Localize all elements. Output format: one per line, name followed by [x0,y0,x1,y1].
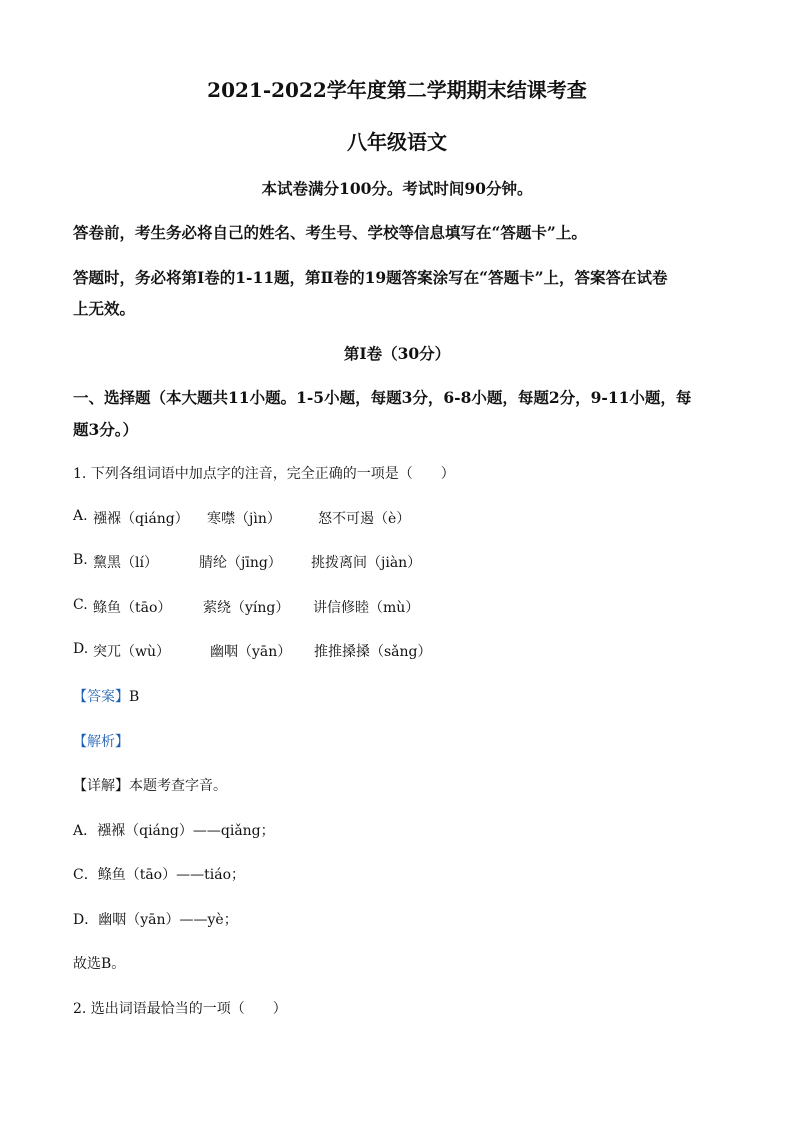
answer-value: B [129,689,140,705]
section-title: 第Ⅰ卷（30分） [343,344,451,363]
fix-line-d: D．幽咽（yān）——yè； [73,912,238,928]
answer-line [73,686,139,706]
question-1-option-a[interactable]: A. 襁褓（qiáng） 寒噤（jìn） 怒不可遏（è） [73,508,411,527]
question-2-stem: 2. 选出词语最恰当的一项（ ） [73,1001,287,1017]
part1-heading-b: 题3分。） [73,420,139,439]
question-1-option-b[interactable]: B. 黧黑（lí） 腈纶（jīng） 挑拨离间（jiàn） [73,552,422,571]
detail-line [73,775,227,795]
analysis-line [73,731,129,751]
conclusion-line: 故选B。 [73,956,126,972]
instruction-line-2a: 答题时，务必将第Ⅰ卷的1-11题，第Ⅱ卷的19题答案涂写在“答题卡”上，答案答在试卷 [73,268,668,287]
instruction-line-1: 答卷前，考生务必将自己的姓名、考生号、学校等信息填写在“答题卡”上。 [73,223,587,242]
detail-tag: 【详解】 [73,778,129,794]
exam-subject: 八年级语文 [347,130,447,154]
exam-title: 2021-2022学年度第二学期期末结课考查 [207,78,587,102]
instruction-line-2b: 上无效。 [73,299,136,318]
question-1-stem: 1. 下列各组词语中加点字的注音，完全正确的一项是（ ） [73,466,455,482]
question-1-option-d[interactable]: D. 突兀（wù） 幽咽（yān） 推推搡搡（sǎng） [73,641,432,660]
fix-line-c: C．鲦鱼（tāo）——tiáo； [73,867,245,883]
score-note: 本试卷满分100分。考试时间90分钟。 [261,179,533,198]
detail-text: 本题考查字音。 [129,778,227,794]
part1-heading-a: 一、选择题（本大题共11小题。1-5小题，每题3分，6-8小题，每题2分，9-11小题，每 [73,388,692,407]
answer-tag: 【答案】 [73,689,129,705]
analysis-tag: 【解析】 [73,734,129,750]
fix-line-a: A．襁褓（qiáng）——qiǎng； [73,823,275,839]
question-1-option-c[interactable]: C. 鲦鱼（tāo） 萦绕（yíng） 讲信修睦（mù） [73,597,420,616]
